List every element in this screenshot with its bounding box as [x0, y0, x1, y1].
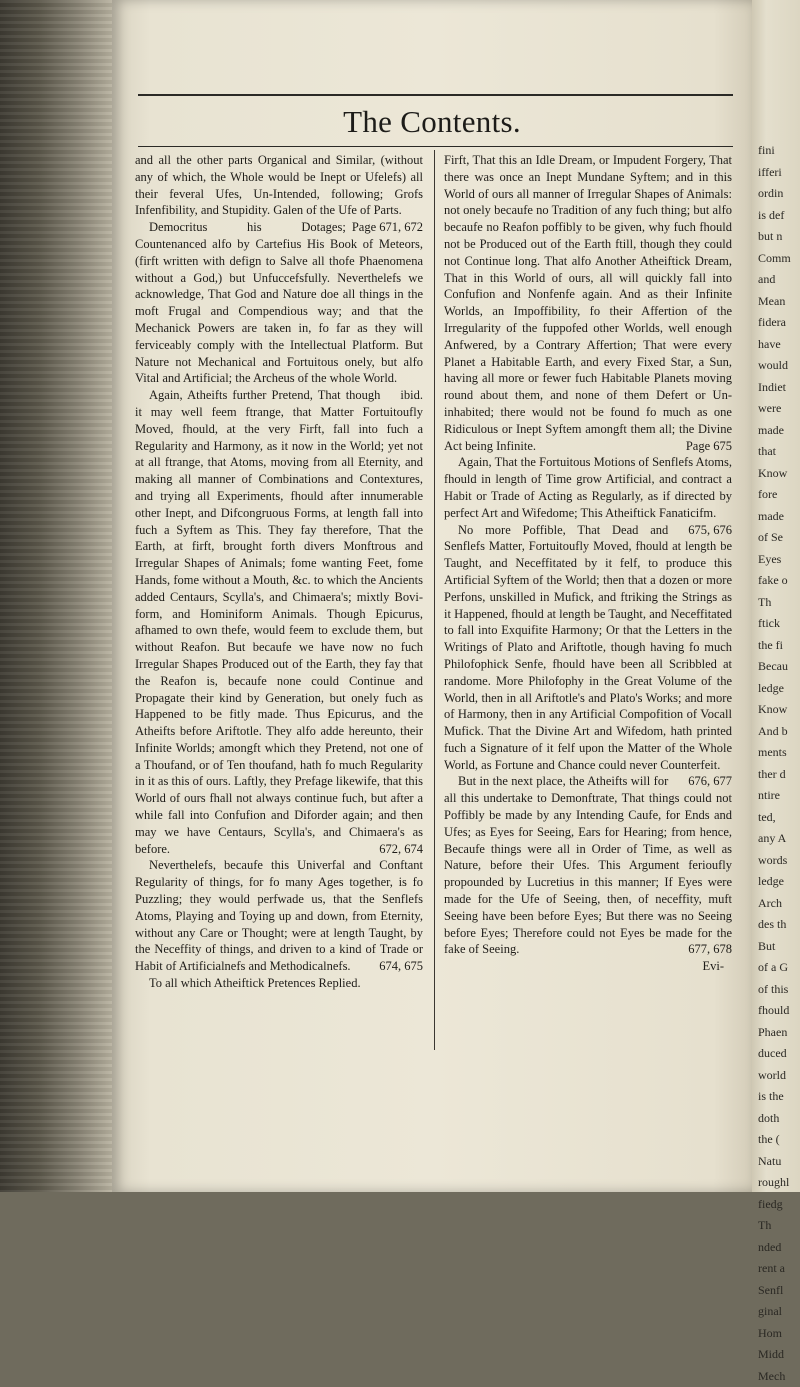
- contents-entry: and all the other parts Organical and Similar, (without any of which, the Whole would be Inept or Ufelefs) all their feveral Ufes, Un-Intended, following; Grofs Infenfibility, and Stupidity. Galen of the Ufe of Parts. Page 671, 672: [135, 152, 423, 219]
- contents-entry: Neverthelefs, becaufe this Univerfal and Conftant Regularity of things, for fo many Ages together, is fo Puzzling; they would perfwade us, that the Senflefs Atoms, Playing and Toying up and down, from Eternity, without any Care or Thought; were at length Taught, by the Neceffity of things, and driven to a kind of Trade or Habit of Artificialnefs and Methodicalnefs. 674, 675: [135, 857, 423, 975]
- next-page-fragment: is the: [758, 1086, 798, 1108]
- next-page-fragment: of a G: [758, 957, 798, 979]
- page-ref: ibid.: [380, 387, 423, 404]
- next-page-fragment: Th: [758, 1215, 798, 1237]
- next-page-fragment: Phaen: [758, 1022, 798, 1044]
- header-rule: [138, 146, 733, 147]
- next-page-fragment: doth: [758, 1108, 798, 1130]
- next-page-fragment: ifferi: [758, 162, 798, 184]
- next-page-fragment: Know: [758, 699, 798, 721]
- next-page-fragment: were: [758, 398, 798, 420]
- next-page-fragment: des th: [758, 914, 798, 936]
- page-ref: 674, 675: [359, 958, 423, 975]
- next-page-fragment: Mean: [758, 291, 798, 313]
- next-page-fragment: the fi: [758, 635, 798, 657]
- next-page-fragment: ther d: [758, 764, 798, 786]
- next-page-fragment: made: [758, 420, 798, 442]
- page-ref: 675, 676: [668, 522, 732, 539]
- column-divider: [434, 150, 435, 1050]
- next-page-fragment: have: [758, 334, 798, 356]
- next-page-fragment: Know: [758, 463, 798, 485]
- next-page-fragment: Eyes: [758, 549, 798, 571]
- next-page-fragment: of this: [758, 979, 798, 1001]
- next-page-fragment: Arch: [758, 893, 798, 915]
- next-page-fragment: Th: [758, 592, 798, 614]
- page-ref: 677, 678: [668, 941, 732, 958]
- next-page-fragment: fini: [758, 140, 798, 162]
- next-page-fragment: fiedg: [758, 1194, 798, 1216]
- page-ref: 676, 677: [668, 773, 732, 790]
- next-page-fragment: the (: [758, 1129, 798, 1151]
- catchword: Evi-: [444, 958, 732, 975]
- next-page-fragment: Midd: [758, 1344, 798, 1366]
- contents-entry: Again, That the Fortuitous Motions of Senflefs Atoms, fhould in length of Time grow Artificial, and contract a Habit or Trade of Acting as Regularly, as if directed by perfect Art and Wifedome; This Atheiftick Fanaticifm. 675, 676: [444, 454, 732, 521]
- next-page-fragment: ftick: [758, 613, 798, 635]
- next-page-fragment: and: [758, 269, 798, 291]
- next-page-fragment: made: [758, 506, 798, 528]
- next-page-fragment: But: [758, 936, 798, 958]
- running-head: The Contents.: [112, 104, 752, 140]
- page-ref: Page 671, 672: [346, 219, 423, 236]
- page-ref: Page 675: [680, 438, 732, 455]
- next-page-fragment: is def: [758, 205, 798, 227]
- next-page-fragment: fhould: [758, 1000, 798, 1022]
- book-binding-gutter: [0, 0, 112, 1192]
- next-page-fragment: roughl: [758, 1172, 798, 1194]
- next-page-fragment: world: [758, 1065, 798, 1087]
- left-column: [135, 152, 423, 1052]
- next-page-fragment: fore: [758, 484, 798, 506]
- next-page-fragment: duced: [758, 1043, 798, 1065]
- next-page-fragment: fidera: [758, 312, 798, 334]
- page-ref: 672, 674: [359, 841, 423, 858]
- contents-entry: Democritus his Dotages; Countenanced alfo by Cartefius His Book of Meteors, (firft written with defign to Salve all thofe Phaenomena without a God,) but Unfuccefsfully. Neverthelefs we acknowledge, That God and Nature doe all things in the moft Frugal and Compendious way; and that the Mechanick Powers are taken in, fo far as they will ferviceably comply with the Intellectual Platform. But Nature not Mechanical and Fortuitous onely, but alfo Vital and Artificial; the Archeus of the whole World. ibid.: [135, 219, 423, 387]
- next-page-fragment: Comm: [758, 248, 798, 270]
- next-page-fragment: Indiet: [758, 377, 798, 399]
- next-page-fragment: any A: [758, 828, 798, 850]
- next-page-fragment: fake o: [758, 570, 798, 592]
- contents-entry: Again, Atheifts further Pretend, That though it may well feem ftrange, that Matter Fortuitoufly Moved, fhould, at the very Firft, fall into fuch a Regularity and Harmony, as it now in the World; yet not at all ftrange, that Atoms, moving from all Eternity, and making all manner of Combinations and Contextures, and trying all Experiments, fhould after innumerable other Inept, and Difcongruous Forms, at length fall into fuch a Syftem as This. They fay therefore, That the Earth, at firft, brought forth divers Monftrous and Irregular Shapes of Animals; fome wanting Feet, fome Hands, fome without a Mouth, &c. to which the Ancients added Centaurs, Scylla's, and Chimaera's; mixtly Bovi-form, and Hominiform Animals. Though Epicurus, afhamed to own thefe, would feem to exclude them, but without Reafon. But becaufe we have now no fuch Irregular Shapes Produced out of the Earth, they fay that the Reafon is, becaufe none could Continue and Propagate their kind by Generation, but onely fuch as Happened to be fitly made. Thus Epicurus, and the Atheifts before Ariftotle. They alfo adde hereunto, their Infinite Worlds; amongft which they Pretend, not one of a Thoufand, or of Ten thoufand, hath fo much Regularity in it as this of ours. Laftly, they Prefage likewife, that this World of ours fhall not always continue fuch, but after a while fall into Confufion and Diforder again; and then may we have Centaurs, Scylla's, and Chimaera's as before. 672, 674: [135, 387, 423, 857]
- next-page-fragment: Hom: [758, 1323, 798, 1345]
- next-page-fragment: words: [758, 850, 798, 872]
- contents-entry: Firft, That this an Idle Dream, or Impudent Forgery, That there was once an Inept Mundane Syftem; and in this World of ours all manner of Irregular Shapes of Animals: not onely becaufe no Tradition of any fuch thing; but alfo becaufe no Reafon poffibly to be given, why fuch fhould not be Produced out of the Earth ftill, though they could not Continue long. That alfo Another Atheiftick Dream, That in this World of ours, all will quickly fall into Confufion and Nonfenfe again. And as their Infinite Worlds, an Impoffibility, fo their Affertion of the Irregularity of the fuppofed other Worlds, well enough Anfwered, by a Contrary Affertion; That were every Planet a Habitable Earth, and every Fixed Star, a Sun, having all more or fewer fuch Habitable Planets moving round about them, and none of them Defert or Un-inhabited; there would not be found fo much as one Ridiculous or Inept Syftem amongft them all; the Divine Act being Infinite. Page 675: [444, 152, 732, 454]
- right-column: [444, 152, 732, 1052]
- next-page-fragment: Natu: [758, 1151, 798, 1173]
- next-page-fragment: ledge: [758, 871, 798, 893]
- next-page-edge: [752, 0, 800, 1192]
- next-page-fragment: rent a: [758, 1258, 798, 1280]
- next-page-fragment: ted,: [758, 807, 798, 829]
- next-page-fragment: ledge: [758, 678, 798, 700]
- next-page-fragments: [758, 140, 798, 1387]
- next-page-fragment: that: [758, 441, 798, 463]
- next-page-fragment: ordin: [758, 183, 798, 205]
- contents-entry: To all which Atheiftick Pretences Replied.: [135, 975, 423, 992]
- next-page-fragment: of Se: [758, 527, 798, 549]
- next-page-fragment: Becau: [758, 656, 798, 678]
- next-page-fragment: would: [758, 355, 798, 377]
- next-page-fragment: nded: [758, 1237, 798, 1259]
- next-page-fragment: Senfl: [758, 1280, 798, 1302]
- top-rule: [138, 94, 733, 96]
- contents-entry: No more Poffible, That Dead and Senflefs Matter, Fortuitoufly Moved, fhould at length be Taught, and Neceffitated by it felf, to produce this Artificial Syftem of the World; then that a dozen or more Perfons, unskilled in Mufick, and ftriking the Strings as it Happened, fhould at length be Taught, and Neceffitated to fall into Exquifite Harmony; Or that the Letters in the Writings of Plato and Ariftotle, though having fo much Philofophick Senfe, fhould have been all Scribbled at randome. More Philofophy in the Great Volume of the World, then in all Ariftotle's and Plato's Works; and more of Harmony, then in any Artificial Compofition of Vocall Mufick. That the Divine Art and Wifedom, hath printed fuch a Signature of it felf upon the Matter of the Whole World, as Fortune and Chance could never Counterfeit. 676, 677: [444, 522, 732, 774]
- next-page-fragment: ntire: [758, 785, 798, 807]
- next-page-fragment: And b: [758, 721, 798, 743]
- next-page-fragment: Mech: [758, 1366, 798, 1387]
- next-page-fragment: but n: [758, 226, 798, 248]
- contents-entry: But in the next place, the Atheifts will for all this undertake to Demonftrate, That things could not Poffibly be made by any Intending Caufe, for Ends and Ufes; as Eyes for Seeing, Ears for Hearing; from hence, Becaufe things were all in Order of Time, as well as Nature, before their Ufes. This Argument ferioufly propounded by Lucretius in this manner; If Eyes were made for the Ufe of Seeing, then, of neceffity, muft Seeing have been before Eyes; But there was no Seeing before Eyes; Therefore could not Eyes be made for the fake of Seeing. 677, 678: [444, 773, 732, 958]
- next-page-fragment: ginal: [758, 1301, 798, 1323]
- next-page-fragment: ments: [758, 742, 798, 764]
